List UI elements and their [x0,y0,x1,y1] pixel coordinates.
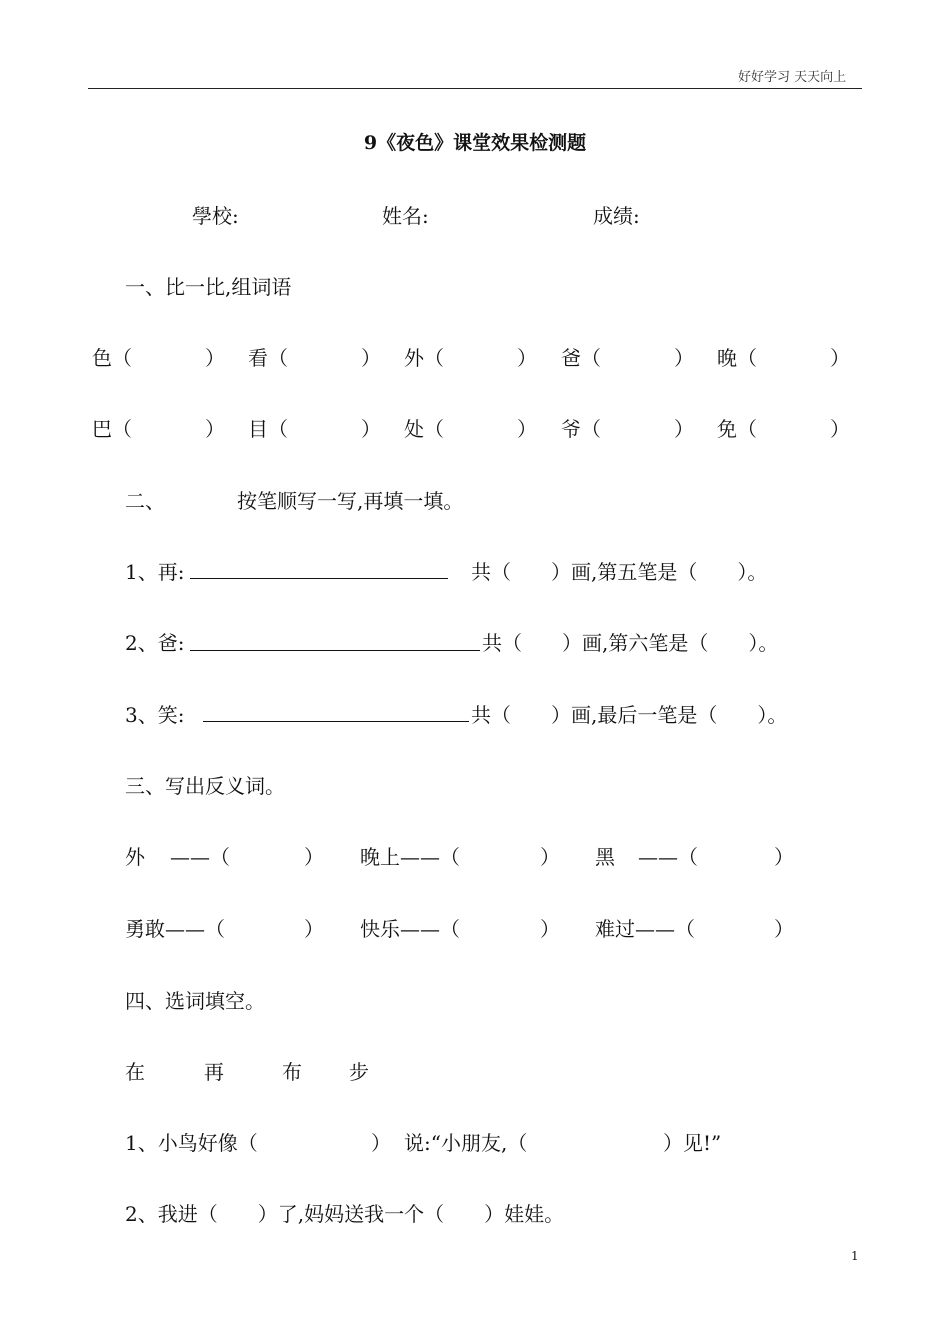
word-blank-open: 处（ [404,417,444,441]
word-blank-close: ） [674,346,694,370]
stroke-question-text: 共（ ）画,第五笔是（ ）。 [471,560,768,584]
fill-question-text: 说:“小朋友,（ [404,1131,528,1155]
score-label: 成绩: [593,204,640,228]
antonym-blank-open: ——（ [638,845,698,869]
section1-heading: 一、比一比,组词语 [125,275,292,299]
word-blank-close: ） [517,346,537,370]
word-choice: 布 [282,1060,302,1084]
antonym-word: 难过——（ [595,917,695,941]
word-blank-open: 外（ [404,346,444,370]
section3-heading: 三、写出反义词。 [125,774,285,798]
antonym-word: 外 [125,845,145,869]
school-label: 學校: [192,204,239,228]
section4-heading: 四、选词填空。 [125,989,265,1013]
page-number: 1 [851,1249,859,1263]
word-blank-close: ） [674,417,694,441]
fill-question-text: 1、小鸟好像（ [125,1131,258,1155]
stroke-question-label: 3、笑: [125,703,185,727]
word-choice: 步 [349,1060,369,1084]
answer-line[interactable] [190,578,448,579]
word-blank-open: 目（ [248,417,288,441]
antonym-word: 快乐——（ [360,917,460,941]
stroke-question-text: 共（ ）画,最后一笔是（ ）。 [471,703,788,727]
header-motto: 好好学习 天天向上 [738,70,847,85]
fill-question-text: ） [371,1131,391,1155]
antonym-blank-close: ） [540,917,560,941]
section2-heading-number: 二、 [125,489,165,513]
antonym-word: 勇敢——（ [125,917,225,941]
word-blank-close: ） [517,417,537,441]
word-blank-open: 色（ [92,346,132,370]
word-choice: 再 [204,1060,224,1084]
stroke-question-label: 1、再: [125,560,185,584]
page-title: 9《夜色》课堂效果检测题 [363,132,587,154]
antonym-blank-close: ） [774,845,794,869]
antonym-word: 晚上——（ [360,845,460,869]
stroke-question-label: 2、爸: [125,631,185,655]
antonym-blank-open: ——（ [170,845,230,869]
header-rule [88,88,862,89]
antonym-blank-close: ） [304,917,324,941]
word-blank-open: 爸（ [561,346,601,370]
answer-line[interactable] [190,650,480,651]
fill-question-text: ）见!” [663,1131,722,1155]
word-blank-close: ） [830,417,850,441]
stroke-question-text: 共（ ）画,第六笔是（ ）。 [482,631,779,655]
word-blank-open: 看（ [248,346,288,370]
word-blank-close: ） [361,346,381,370]
antonym-blank-close: ） [304,845,324,869]
fill-question-text: 2、我进（ ）了,妈妈送我一个（ ）娃娃。 [125,1202,565,1226]
word-blank-open: 晚（ [717,346,757,370]
antonym-word: 黑 [595,845,615,869]
word-blank-close: ） [205,417,225,441]
word-blank-open: 免（ [717,417,757,441]
word-blank-close: ） [205,346,225,370]
word-blank-close: ） [830,346,850,370]
name-label: 姓名: [382,204,429,228]
section2-heading: 按笔顺写一写,再填一填。 [237,489,464,513]
antonym-blank-close: ） [540,845,560,869]
word-choice: 在 [125,1060,145,1084]
answer-line[interactable] [203,721,469,722]
word-blank-close: ） [361,417,381,441]
antonym-blank-close: ） [774,917,794,941]
word-blank-open: 爷（ [561,417,601,441]
word-blank-open: 巴（ [92,417,132,441]
